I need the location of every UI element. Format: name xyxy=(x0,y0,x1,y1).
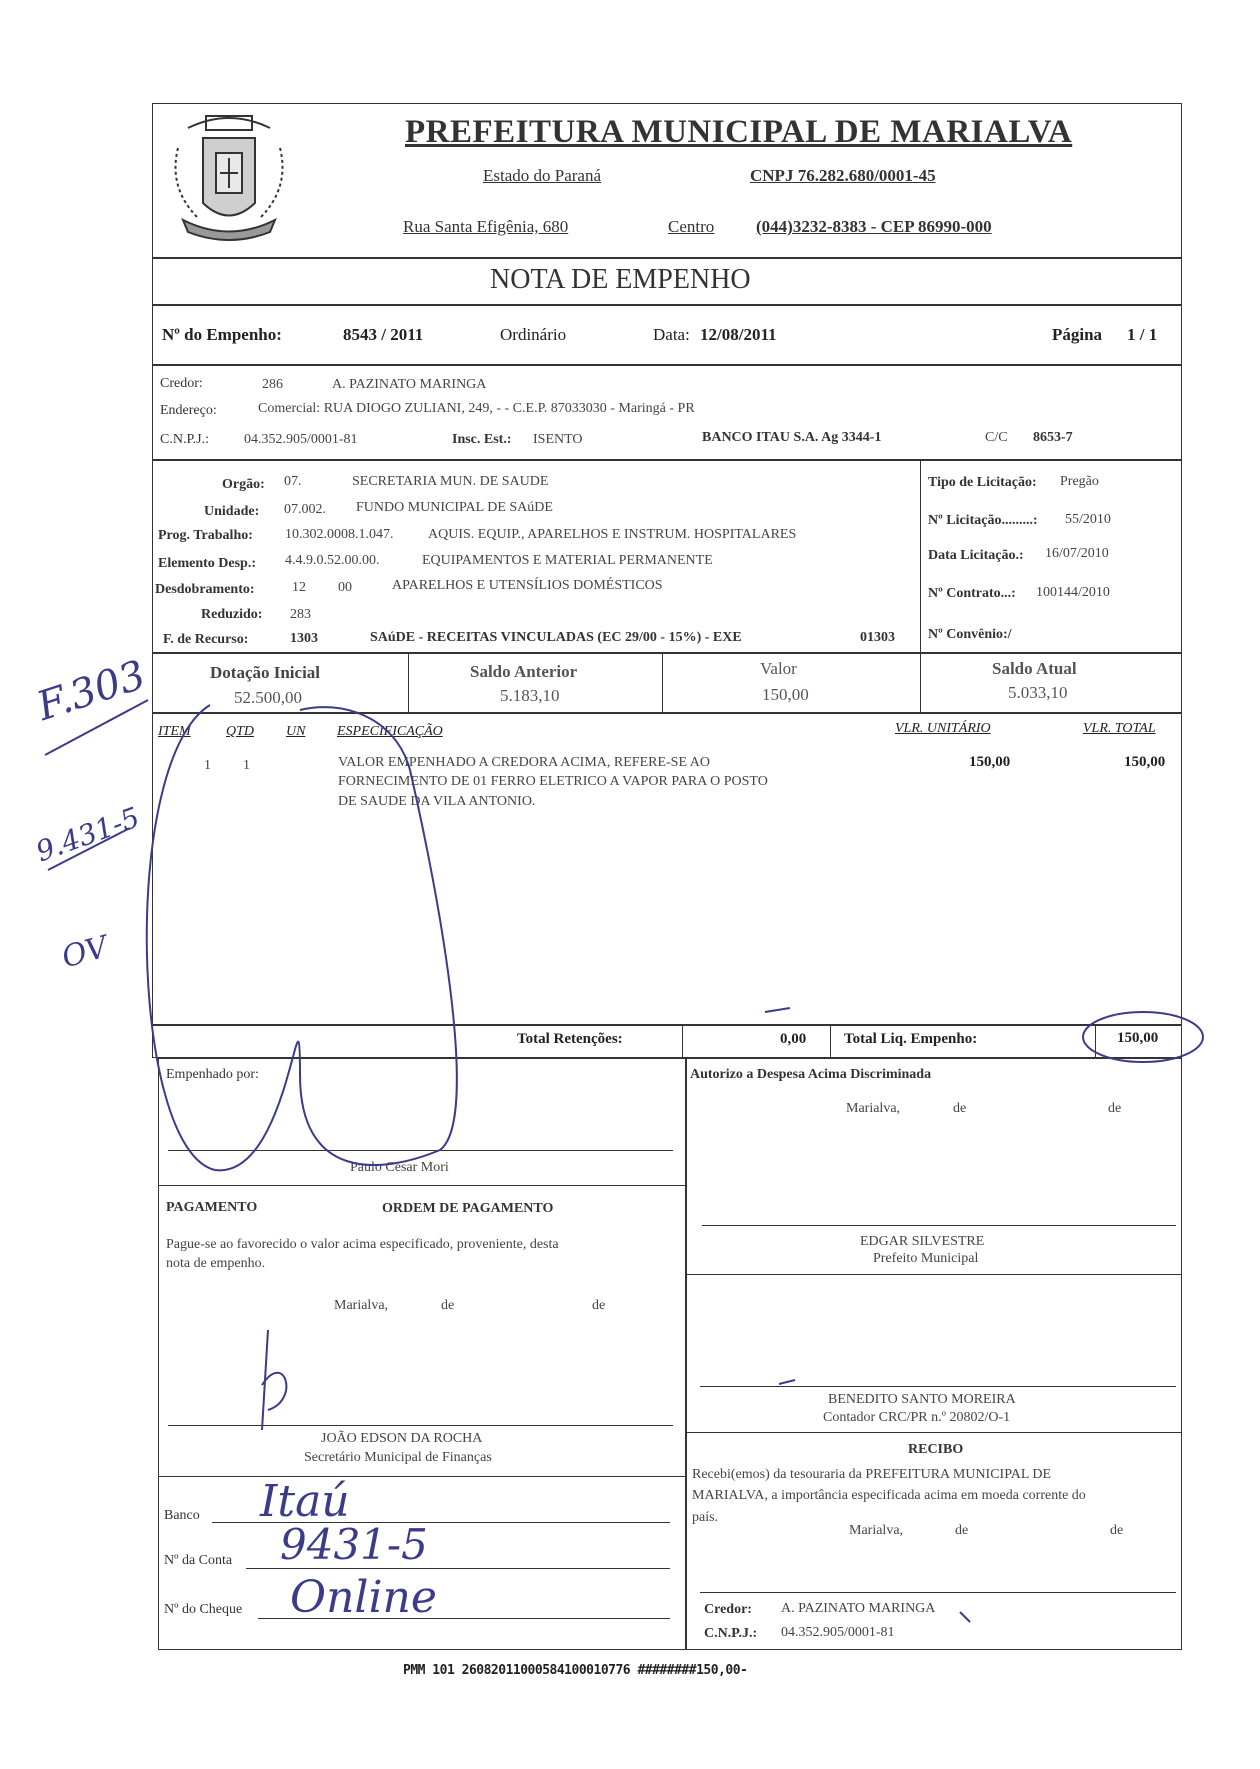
saldo-anterior-value: 5.183,10 xyxy=(500,686,560,705)
empenho-number: 8543 / 2011 xyxy=(343,325,424,344)
prog-code: 10.302.0008.1.047. xyxy=(285,527,394,542)
reduzido-value: 283 xyxy=(290,607,311,622)
page-label: Página xyxy=(1052,325,1103,344)
municipal-coat-of-arms-icon xyxy=(158,108,300,248)
recibo-de-2: de xyxy=(1110,1523,1124,1538)
retencoes-value: 0,00 xyxy=(780,1031,807,1047)
header-district: Centro xyxy=(668,217,715,236)
item-unit-value: 150,00 xyxy=(969,754,1011,770)
data-licitacao: 16/07/2010 xyxy=(1045,546,1109,561)
orgao-name: SECRETARIA MUN. DE SAUDE xyxy=(352,474,549,489)
autorizo-role: Prefeito Municipal xyxy=(873,1251,979,1266)
pagamento-de-1: de xyxy=(441,1298,455,1313)
credor-cnpj: 04.352.905/0001-81 xyxy=(244,432,358,447)
item-number: 1 xyxy=(204,758,211,773)
recibo-credor-label: Credor: xyxy=(704,1602,752,1617)
recibo-place: Marialva, xyxy=(849,1523,904,1538)
empenhado-signer: Paulo César Mori xyxy=(350,1160,449,1175)
recurso-code: 1303 xyxy=(290,631,318,646)
autorizo-signer: EDGAR SILVESTRE xyxy=(860,1234,985,1249)
saldo-anterior-label: Saldo Anterior xyxy=(470,662,578,681)
lower-right-box xyxy=(686,1058,1182,1650)
tipo-licitacao-label: Tipo de Licitação: xyxy=(928,475,1037,490)
header-cnpj: CNPJ 76.282.680/0001-45 xyxy=(750,166,936,185)
item-total-value: 150,00 xyxy=(1124,754,1166,770)
contador-role: Contador CRC/PR n.º 20802/O-1 xyxy=(823,1410,1011,1425)
credor-cc: 8653-7 xyxy=(1033,430,1073,445)
pagamento-place: Marialva, xyxy=(334,1298,389,1313)
document-title: NOTA DE EMPENHO xyxy=(490,264,751,295)
footer-code: PMM 101 26082011000584100010776 ########150,00- xyxy=(403,1663,748,1678)
recibo-text-3: país. xyxy=(692,1510,719,1525)
pagamento-role: Secretário Municipal de Finanças xyxy=(304,1450,492,1465)
recibo-text-1: Recebi(emos) da tesouraria da PREFEITURA MUNICIPAL DE xyxy=(692,1467,1052,1482)
credor-address: Comercial: RUA DIOGO ZULIANI, 249, - - C.E.P. 87033030 - Maringá - PR xyxy=(258,401,695,416)
cnpj-label: C.N.P.J.: xyxy=(160,432,210,447)
saldo-atual-value: 5.033,10 xyxy=(1008,683,1068,702)
desdobramento-label: Desdobramento: xyxy=(155,582,255,597)
pagamento-label: PAGAMENTO xyxy=(166,1200,258,1215)
saldo-atual-label: Saldo Atual xyxy=(992,659,1077,678)
num-licitacao: 55/2010 xyxy=(1065,512,1111,527)
credor-bank: BANCO ITAU S.A. Ag 3344-1 xyxy=(702,430,882,445)
elemento-label: Elemento Desp.: xyxy=(158,556,256,571)
liquido-label: Total Liq. Empenho: xyxy=(844,1031,978,1047)
col-vlr-unitario: VLR. UNITÁRIO xyxy=(895,721,991,736)
recibo-credor: A. PAZINATO MARINGA xyxy=(781,1601,936,1616)
autorizo-de-1: de xyxy=(953,1101,967,1116)
item-qtd: 1 xyxy=(243,758,250,773)
desdobramento-sub: 00 xyxy=(338,580,352,595)
unidade-code: 07.002. xyxy=(284,502,326,517)
desdobramento-name: APARELHOS E UTENSÍLIOS DOMÉSTICOS xyxy=(392,578,663,593)
pagamento-text-1: Pague-se ao favorecido o valor acima especificado, proveniente, desta xyxy=(166,1237,559,1252)
valor-label: Valor xyxy=(760,659,797,678)
recibo-text-2: MARIALVA, a importância especificada acima em moeda corrente do xyxy=(692,1488,1086,1503)
page-number: 1 / 1 xyxy=(1127,325,1158,344)
address-label: Endereço: xyxy=(160,403,217,418)
pagamento-de-2: de xyxy=(592,1298,606,1313)
recurso-number: 01303 xyxy=(860,630,895,645)
conta-handwritten: 9431-5 xyxy=(280,1520,428,1569)
autorizo-label: Autorizo a Despesa Acima Discriminada xyxy=(690,1067,932,1082)
item-spec-line-1: VALOR EMPENHADO A CREDORA ACIMA, REFERE-SE AO xyxy=(338,755,710,770)
banco-label: Banco xyxy=(164,1508,200,1523)
desdobramento-code: 12 xyxy=(292,580,306,595)
empenho-date-label: Data: xyxy=(653,325,690,344)
ordem-pagamento-label: ORDEM DE PAGAMENTO xyxy=(382,1201,554,1216)
unidade-label: Unidade: xyxy=(204,504,260,519)
cheque-label: Nº do Cheque xyxy=(164,1602,243,1617)
header-address: Rua Santa Efigênia, 680 xyxy=(403,217,569,236)
header-phone-cep: (044)3232-8383 - CEP 86990-000 xyxy=(756,217,992,236)
dotacao-inicial-value: 52.500,00 xyxy=(234,688,302,707)
recurso-label: F. de Recurso: xyxy=(163,632,249,647)
credor-name: A. PAZINATO MARINGA xyxy=(332,377,487,392)
tipo-licitacao: Pregão xyxy=(1060,474,1099,489)
margin-note-1: F.303 xyxy=(31,652,151,730)
margin-note-3: OV xyxy=(58,929,112,976)
valor-value: 150,00 xyxy=(762,685,809,704)
cc-label: C/C xyxy=(985,430,1008,445)
retencoes-label: Total Retenções: xyxy=(517,1031,623,1047)
col-vlr-total: VLR. TOTAL xyxy=(1083,721,1156,736)
elemento-code: 4.4.9.0.52.00.00. xyxy=(285,553,380,568)
conta-label: Nº da Conta xyxy=(164,1553,233,1568)
header-title: PREFEITURA MUNICIPAL DE MARIALVA xyxy=(405,114,1073,150)
item-spec-line-2: FORNECIMENTO DE 01 FERRO ELETRICO A VAPOR PARA O POSTO xyxy=(338,774,768,789)
contador-signer: BENEDITO SANTO MOREIRA xyxy=(828,1392,1016,1407)
col-especificacao: ESPECIFICAÇÃO xyxy=(337,724,443,739)
totals-box xyxy=(152,1025,1182,1058)
col-un: UN xyxy=(286,724,306,739)
header-state: Estado do Paraná xyxy=(483,166,602,185)
empenho-date: 12/08/2011 xyxy=(700,325,777,344)
recibo-cnpj: 04.352.905/0001-81 xyxy=(781,1625,895,1640)
margin-note-2: 9.431-5 xyxy=(31,800,144,869)
elemento-name: EQUIPAMENTOS E MATERIAL PERMANENTE xyxy=(422,553,713,568)
item-spec-line-3: DE SAUDE DA VILA ANTONIO. xyxy=(338,794,536,809)
liquido-value: 150,00 xyxy=(1117,1030,1159,1046)
recibo-label: RECIBO xyxy=(908,1442,964,1457)
credor-label: Credor: xyxy=(160,376,203,391)
unidade-name: FUNDO MUNICIPAL DE SAúDE xyxy=(356,500,553,515)
convenio-label: Nº Convênio:/ xyxy=(928,627,1012,642)
contrato-number: 100144/2010 xyxy=(1036,585,1110,600)
prog-name: AQUIS. EQUIP., APARELHOS E INSTRUM. HOSPITALARES xyxy=(428,527,797,542)
credor-code: 286 xyxy=(262,377,283,392)
col-item: ITEM xyxy=(158,724,191,739)
prog-label: Prog. Trabalho: xyxy=(158,528,253,543)
orgao-label: Orgão: xyxy=(222,477,265,492)
data-licitacao-label: Data Licitação.: xyxy=(928,548,1024,563)
empenho-number-label: Nº do Empenho: xyxy=(162,325,282,344)
credor-ie: ISENTO xyxy=(533,432,583,447)
pagamento-signer: JOÃO EDSON DA ROCHA xyxy=(321,1431,483,1446)
autorizo-de-2: de xyxy=(1108,1101,1122,1116)
col-qtd: QTD xyxy=(226,724,255,739)
empenho-type: Ordinário xyxy=(500,325,567,344)
banco-handwritten: Itaú xyxy=(260,1476,350,1527)
recibo-cnpj-label: C.N.P.J.: xyxy=(704,1626,758,1641)
autorizo-place: Marialva, xyxy=(846,1101,901,1116)
empenhado-label: Empenhado por: xyxy=(166,1067,259,1082)
recurso-name: SAúDE - RECEITAS VINCULADAS (EC 29/00 - 15%) - EXE xyxy=(370,630,742,645)
cheque-handwritten: Online xyxy=(290,1572,437,1623)
num-licitacao-label: Nº Licitação.........: xyxy=(928,513,1038,528)
orgao-code: 07. xyxy=(284,474,302,489)
reduzido-label: Reduzido: xyxy=(201,607,263,622)
dotacao-inicial-label: Dotação Inicial xyxy=(210,663,321,682)
pagamento-text-2: nota de empenho. xyxy=(166,1256,266,1271)
ie-label: Insc. Est.: xyxy=(452,432,512,447)
recibo-de-1: de xyxy=(955,1523,969,1538)
contrato-label: Nº Contrato...: xyxy=(928,586,1016,601)
